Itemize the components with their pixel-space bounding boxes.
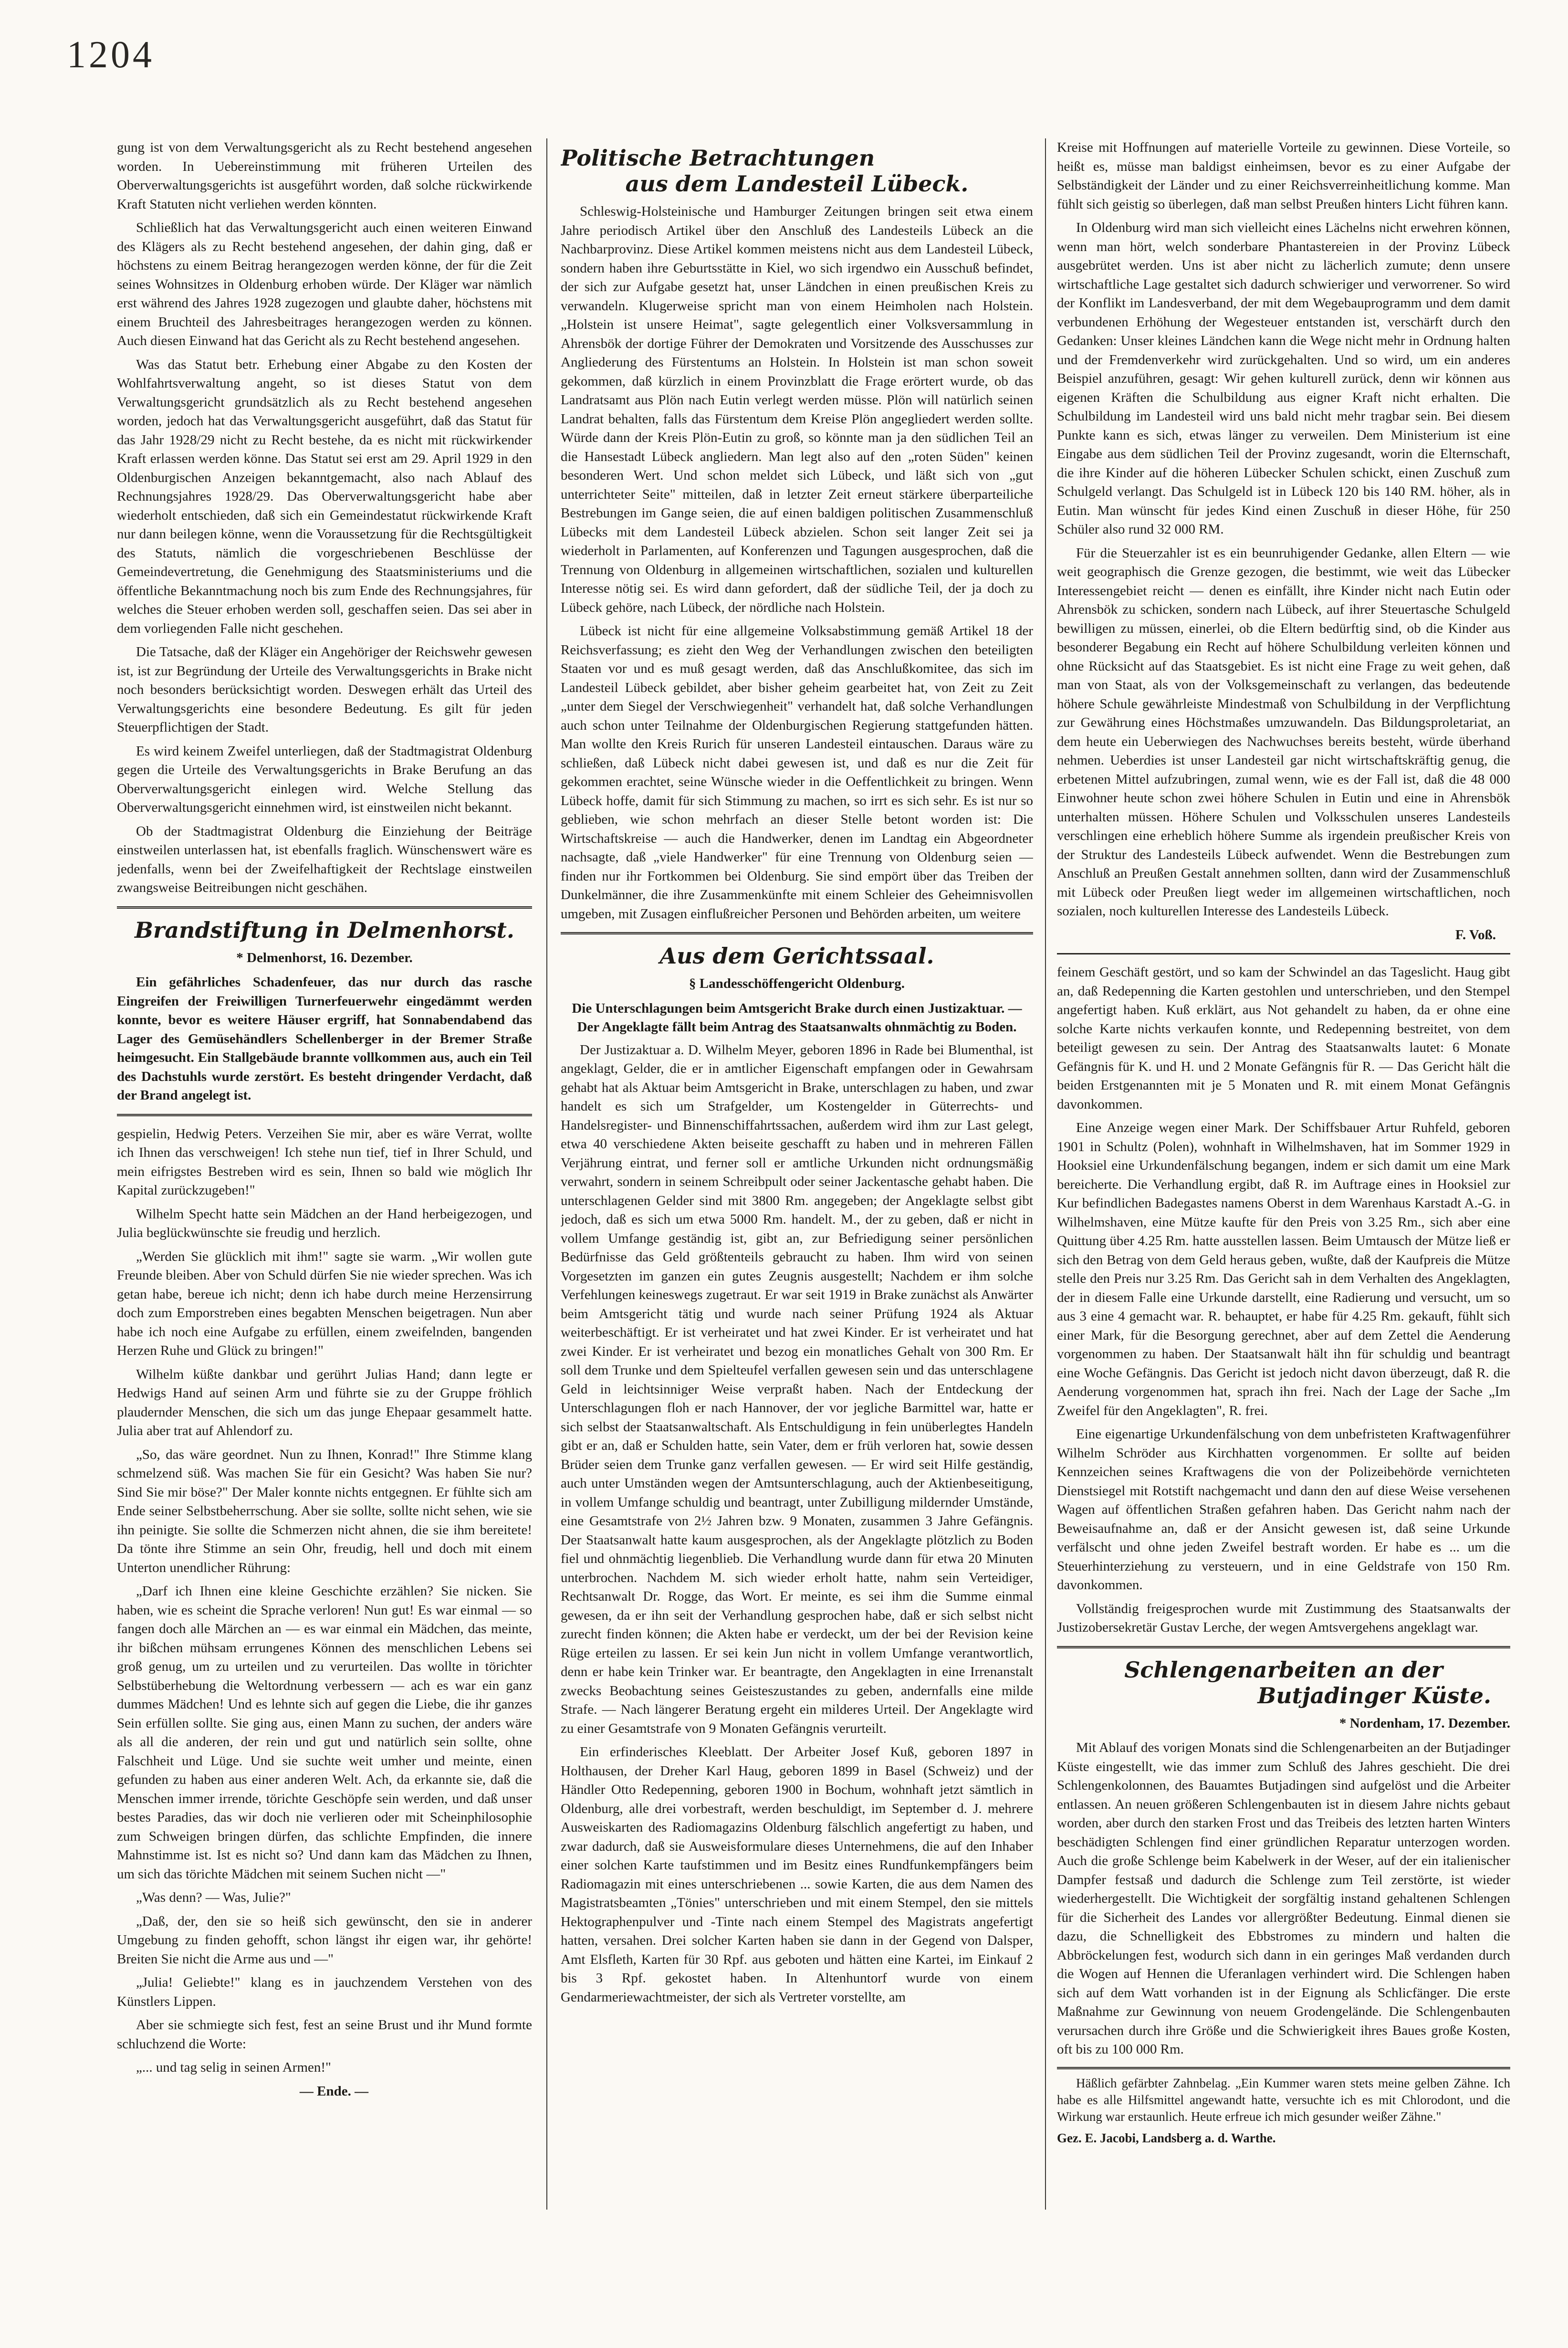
story-paragraph: „Julia! Geliebte!" klang es in jauchzendem Verstehen von des Künstlers Lippen. [117,1975,532,2009]
article-paragraph: Mit Ablauf des vorigen Monats sind die Schlengenarbeiten an der Butjadinger Küste eingestellt, wie das immer zum Schluß des Jahres geschieht. Die drei Schlengenkolonnen, des Bauamtes Butjadingen sind aufgelöst und die Arbeiter entlassen. An neuen größeren Schlengenbauten ist in diesem Jahre nichts gebaut worden, aber durch den starken Frost und das Treibeis des letzten harten Winters beschädigten Schlengen find einer gründlichen Reparatur unterzogen worden. Auch die große Schlenge beim Kabelwerk in der Weser, auf der ein italienischer Dampfer festsaß und dadurch die Schlenge zum Teil zerstörte, ist wieder wiederhergestellt. Die Wichtigkeit der sorgfältig instand gehaltenen Schlengen für die Sicherheit des Landes vor allergrößter Bedeutung. Einmal dienen sie dazu, die Schnelligkeit des Ebbstromes zu mindern und halten die Abbröckelungen fest, wodurch sich dann in ein geringes Maß verdanden durch die Wogen auf Hennen die Uferanlagen verhindert wird. Die Schlengen haben sich auf dem Watt vorhanden ist in der Eignung als Schlicfänger. Die erste Maßnahme zur Gewinnung von neuem Grodengelände. Die Schlengenbauten verursachen durch ihre Größe und die Schwierigkeit ihres Baues große Kosten, oft bis zu 100 000 Rm. [1057,1740,1510,2057]
story-paragraph: Wilhelm Specht hatte sein Mädchen an der Hand herbeigezogen, und Julia beglückwünschte sie freudig und herzlich. [117,1206,532,1240]
article-paragraph: Es wird keinem Zweifel unterliegen, daß der Stadtmagistrat Oldenburg gegen die Urteile des Verwaltungsgerichts in Brake Berufung an das Oberverwaltungsgericht einlegen wird. Welche Stellung das Oberverwaltungsgericht einnehmen wird, ist einstweilen nicht bekannt. [117,743,532,815]
page-number: 1204 [67,34,155,76]
section-divider [561,932,1033,934]
article-paragraph: Ob der Stadtmagistrat Oldenburg die Einziehung der Beiträge einstweilen unterlassen hat, ist ebenfalls fraglich. Wünschenswert wäre es jedenfalls, wenn bei der Zweifelhaftigkeit der Rechtslage einstweilen zwangsweise Beitreibungen nicht geschähen. [117,823,532,895]
article-paragraph: Die Tatsache, daß der Kläger ein Angehöriger der Reichswehr gewesen ist, ist zur Begründung der Urteile des Verwaltungsgerichts in Brake nicht noch besonders berücksichtigt worden. Deswegen erhält das Urteil des Verwaltungsgerichts eine besondere Bedeutung. Es gilt für jeden Steuerpflichtigen der Stadt. [117,644,532,735]
story-paragraph: Aber sie schmiegte sich fest, fest an seine Brust und ihr Mund formte schluchzend die Worte: [117,2017,532,2052]
story-paragraph: Wilhelm küßte dankbar und gerührt Julias Hand; dann legte er Hedwigs Hand auf seinen Arm und führte sie zu der Gruppe fröhlich plaudernder Menschen, die sich um das junge Ehepaar gesammelt hatte. Julia aber trat auf Ahlendorf zu. [117,1366,532,1438]
article-paragraph: Lübeck ist nicht für eine allgemeine Volksabstimmung gemäß Artikel 18 der Reichsverfassung; es zieht den Weg der Verhandlungen zwischen den beteiligten Staaten vor und es muß gesagt werden, daß das Anschlußkomitee, das sich im Landesteil Lübeck gebildet, aber bisher geheim gearbeitet hat, von Zeit zu Zeit „unter dem Siegel der Verschwiegenheit" verhandelt hat, daß solche Verhandlungen auch schon unter Teilnahme der Oldenburgischen Regierung stattgefunden hätten. Man wollte den Kreis Rurich für unseren Landesteil eintauschen. Daraus wäre zu schließen, daß Lübeck nicht dabei gewesen ist, und daß es nur die Zeit für gekommen erachtet, seine Wünsche wieder in die Oeffentlichkeit zu bringen. Wenn Lübeck hoffe, damit für sich Stimmung zu machen, so irrt es sich sehr. Es ist nur so geblieben, wie schon mehrfach an dieser Stelle betont worden ist: Die Wirtschaftskreise — auch die Handwerker, denen im Landtag ein Abgeordneter nachsagte, daß „viele Handwerker" für eine Trennung von Oldenburg seien — finden nur ihr Fortkommen bei Oldenburg. Sie sind empört über das Treiben der Dunkelmänner, die ihre Zusammenkünfte mit einem Schleier des Geheimnisvollen umgeben, mit Zusagen einflußreicher Personen und Behörden arbeiten, um weitere [561,623,1033,922]
story-paragraph: „Was denn? — Was, Julie?" [136,1890,291,1905]
article-paragraph: Ein erfinderisches Kleeblatt. Der Arbeiter Josef Kuß, geboren 1897 in Holthausen, der Dreher Karl Haug, geboren 1899 in Basel (Schweiz) und der Händler Otto Redepenning, geboren 1900 in Bochum, wohnhaft jetzt sämtlich in Oldenburg, alle drei vorbestraft, werden beschuldigt, im September d. J. mehrere Ausweiskarten des Radiomagazins Oldenburg fälschlich angefertigt zu haben, und zwar dadurch, daß sie Ausweisformulare dieses Unternehmens, die auf den Inhaber einer solchen Karte taufstimmen und im Besitz eines Rundfunkempfängers beim Radiomagazin mit eines unterschriebenen ... sowie Karten, die aus dem Namen des Magistratsbeamten „Tönies" unterschrieben und mit einem Stempel, den sie mittels Hektographenpulver und -Tinte nach einem Stempel des Magistrats angefertigt hatten, versahen. Drei solcher Karten haben sie dann in der Gegend von Dalsper, Amt Elsfleth, Karten für 30 Rpf. aus geboten und hätten eine Kartei, im Einkauf 2 bis 3 Rpf. gekostet haben. In Altenhuntorf wurde von einem Gendarmeriewachtmeister, der sich als Vertreter vorstellte, am [561,1744,1033,2005]
article-lead: Ein gefährliches Schadenfeuer, das nur durch das rasche Eingreifen der Freiwilligen Turnerfeuerwehr eingedämmt werden konnte, bevor es weitere Häuser ergriff, hat Sonnabendabend das Lager des Gemüsehändlers Schellenberger in der Bremer Straße heimgesucht. Ein Stallgebäude brannte vollkommen aus, auch ein Teil des Dachstuhls wurde zerstört. Es besteht dringender Verdacht, daß der Brand angelegt ist. [117,975,532,1103]
ad-signature: Gez. E. Jacobi, Landsberg a. d. Warthe. [1057,2130,1276,2145]
tax-ruling-article [117,138,532,898]
article-paragraph: In Oldenburg wird man sich vielleicht eines Lächelns nicht erwehren können, wenn man hört, welch sonderbare Phantastereien in der Provinz Lübeck ausgebrütet werden. Uns ist aber nicht zu lächerlich zumute; denn unsere wirtschaftliche Lage gestaltet sich dadurch schwieriger und verworrener. So wird der Konflikt im Landesverband, der mit dem Wegebauprogramm und dem damit verbundenen Erhöhung der Wegesteuer entstanden ist, verschärft durch den Gedanken: Unser kleines Ländchen kann die Wege nicht mehr in Ordnung halten und der Fremdenverkehr wird zurückgehalten. Und so wird, um ein anderes Beispiel anzuführen, gesagt: Wir gehen kulturell zurück, denn wir können aus eigenen Kräften die Schulbildung aus eigner Kraft nicht erhalten. Die Schulbildung im Landesteil wird uns bald nicht mehr tragbar sein. Bei diesem Punkte kann es sich, etwas länger zu verweilen. Dem Ministerium ist eine Eingabe aus dem südlichen Teil der Provinz zugesandt, worin die Elternschaft, die ihre Kinder auf die höheren Lübecker Schulen schickt, einen Zuschuß zum Schulgeld verlangt. Das Schulgeld ist in Lübeck 120 bis 140 RM. höher, als in Eutin. Man wünscht für jedes Kind einen Zuschuß in dieser Höhe, für 250 Schüler also rund 32 000 RM. [1057,220,1510,537]
politics-article [561,145,1033,923]
story-paragraph: „Darf ich Ihnen eine kleine Geschichte erzählen? Sie nicken. Sie haben, wie es scheint die Sprache verloren! Nun gut! Es war einmal — so fangen doch alle Märchen an — es war einmal ein Mädchen, das meinte, ihr bißchen mühsam errungenes Können des menschlichen Lebens sei groß genug, um zu urteilen und zu verurteilen. Das wollte in törichter Selbstüberhebung die Weltordnung verbessern — ach es war ein ganz dummes Mädchen! Und es lehnte sich auf gegen die Liebe, die ihr ganzes Sein erfüllen sollte. Sie ging aus, einen Mann zu suchen, der anders wäre als all die anderen, der rein und gut und natürlich sein sollte, ohne Falschheit und Lüge. Und sie suchte weit umher und meinte, einen gefunden zu haben aus einer anderen Welt. Ach, da erkannte sie, daß die Menschen immer irrende, törichte Geschöpfe sein werden, und daß unser bestes Paradies, das wir doch nie verlieren oder mit Scheinphilosophie zum Schweigen bringen dürfen, das schlichte Empfinden, die innere Mahnstimme ist. Ist es nicht so? Und dann kam das Mädchen zu Ihnen, um sich das törichte Mädchen mit seinem Suchen nicht —" [117,1583,532,1882]
article-paragraph: Schleswig-Holsteinische und Hamburger Zeitungen bringen seit etwa einem Jahre periodisch Artikel über den Anschluß des Landesteils Lübeck an die Nachbarprovinz. Diese Artikel kommen meistens nicht aus dem Landesteil Lübeck, sondern haben ihre Geburtsstätte in Kiel, wo sich irgendwo ein Ausschuß befindet, der sich zur Aufgabe gesetzt hat, unser Ländchen in einen preußischen Kreis zu verwandeln. Klugerweise spricht man von einem Heimholen nach Holstein. „Holstein ist unsere Heimat", sagte gelegentlich einer Volksversammlung in Ahrensbök der dortige Führer der Demokraten und Vorsitzende des Ausschusses zur Angliederung des Fürstentums an Holstein. In Holstein ist man schon soweit gekommen, daß kürzlich in einem Provinzblatt die Frage erörtert wurde, ob das Landratsamt aus Plön nach Eutin verlegt werden müsse. Plön will natürlich seinen Landrat behalten, falls das Fürstentum dem Kreise Plön angegliedert werden sollte. Würde dann der Kreis Plön-Eutin zu groß, so könnte man ja den südlichen Teil an die Hansestadt Lübeck angliedern. Man legt also auf den „roten Süden" keinen besonderen Wert. Und schon meldet sich Lübeck, und läßt sich von „gut unterrichteter Seite" mitteilen, daß in letzter Zeit erneut stärkere überparteiliche Bestrebungen im Gange seien, die auf einen baldigen politischen Zusammenschluß Lübecks mit dem Landesteil Lübeck abzielen. Schon seit langer Zeit sei ja wiederholt in Parlamenten, auf Konferenzen und Tagungen ausgesprochen, daß die Trennung von Oldenburg in allgemeinen wirtschaftlichen, sozialen und kulturellen Interesse nötig sei. Es wird dann gefordert, daß der südliche Teil, der ja doch zu Lübeck gehöre, nach Lübeck, der nördliche nach Holstein. [561,204,1033,615]
article-paragraph: Vollständig freigesprochen wurde mit Zustimmung des Staatsanwalts der Justizobersekretär Gustav Lerche, der wegen Amtsvergehens angeklagt war. [1057,1601,1510,1635]
story-end: — Ende. — [299,2083,369,2099]
section-divider [1057,953,1510,954]
fire-article [117,917,532,1105]
article-paragraph: Der Justizaktuar a. D. Wilhelm Meyer, geboren 1896 in Rade bei Blumenthal, ist angeklagt, Gelder, die er in amtlicher Eigenschaft empfangen oder in Gewahrsam gehabt hat als Aktuar beim Amtsgericht in Brake, unterschlagen zu haben, und zwar handelt es sich um Strafgelder, um Kostengelder in Güterrechts- und Handelsregister- und Binnenschiffahrtssachen, außerdem wird ihm zur Last gelegt, etwa 40 verschiedene Akten beiseite geschafft zu haben und in mehreren Fällen Verjährung eintrat, und ferner soll er amtliche Urkunden nicht ordnungsmäßig verwahrt, sondern in seinem Schreibpult oder seiner Jackentasche gehabt haben. Die unterschlagenen Gelder sind mit 3800 Rm. angegeben; der Angeklagte selbst gibt jedoch, daß es sich um etwa 5000 Rm. handelt. M., der zu geben, daß er nicht in vollem Umfange geständig ist, gibt an, zur Befriedigung seiner persönlichen Bedürfnisse das Geld größtenteils gebraucht zu haben. Ihm wird von seinen Vorgesetzten im ganzen ein gutes Zeugnis ausgestellt; Nachdem er ihm solche Verfehlungen keineswegs zugetraut. Er war seit 1919 in Brake zunächst als Anwärter beim Amtsgericht tätig und wurde nach seiner Prüfung 1924 als Aktuar weiterbeschäftigt. Er ist verheiratet und hat zwei Kinder. Er ist verheiratet und hat zwei Kinder. Er ist verheiratet und bezog ein monatliches Gehalt von 300 Rm. Er soll dem Trunke und dem Spielteufel verfallen gewesen sein und das unterschlagene Geld in leichtsinniger Weise verpraßt haben. Nach der Entdeckung der Unterschlagungen floh er nach Hannover, der vor jegliche Barmittel war, hatte er sich selbst der Staatsanwaltschaft. Als Entschuldigung in fein unüberlegtes Handeln gibt er an, daß er Schulden hatte, sein Vater, dem er früh verloren hat, sowie dessen Brüder seien dem Trunke ganz verfallen gewesen. — Er wird seit Hilfe geständig, auch unter Umständen wegen der Amtsunterschlagung, auch der Aktienbeseitigung, in vollem Umfange schuldig und beantragt, unter Zubilligung mildernder Umstände, eine Gesamtstrafe von 2½ Jahren bzw. 9 Monaten, zusammen 3 Jahre Gefängnis. Der Staatsanwalt hatte kaum ausgesprochen, als der Angeklagte plötzlich zu Boden fiel und ohnmächtig liegenblieb. Die Verhandlung wurde dann für etwa 20 Minuten unterbrochen. Nachdem M. sich wieder erholt hatte, nahm sein Verteidiger, Rechtsanwalt Dr. Rogge, das Wort. Er meinte, es sei ihm die Summe einmal gewesen, da er ihn seit der Verhandlung gesprochen habe, daß er sich selbst nicht zurecht finden können; die Akten habe er verdeckt, um der bei der Revision keine Rüge erteilen zu lassen. Er sei kein Jun nicht in vollem Umfange verantwortlich, denn er habe kein Trinker war. Er beantragte, den Angeklagten in eine Irrenanstalt zwecks Beobachtung seines Geisteszustandes zu geben, andernfalls eine milde Strafe. — Nach längerer Beratung ergeht ein milderes Urteil. Der Angeklagte wird zu einer Gesamtstrafe von 9 Monaten Gefängnis verurteilt. [561,1042,1033,1736]
court-name: § Landesschöffengericht Oldenburg. [689,976,905,991]
article-paragraph: Eine Anzeige wegen einer Mark. Der Schiffsbauer Artur Ruhfeld, geboren 1901 in Schultz (Polen), wohnhaft in Wilhelmshaven, hat im Sommer 1929 in Hooksiel eine Urkundenfälschung begangen, indem er sich damit um eine Mark bereicherte. Die Verhandlung ergibt, daß R. im Auftrage eines in Hooksiel zur Kur befindlichen Badegastes namens Oberst in dem Warenhaus Karstadt A.-G. in Wilhelmshaven, eine Mütze kaufte für den Preis von 3.25 Rm., sich aber eine Quittung über 4.25 Rm. hatte ausstellen lassen. Beim Umtausch der Mütze ließ er sich den Betrag von dem Geld heraus geben, wußte, daß der Kaufpreis die Mütze stelle den Preis nur 3.25 Rm. Das Gericht sah in dem Verhalten des Angeklagten, der in diesem Falle eine Urkunde darstellt, eine Radierung und versucht, um so aus 3 eine 4 gemacht war. R. behauptet, er habe für 4.25 Rm. gekauft, fühlt sich einer Mark, für die Besorgung gerechnet, aber auf dem Zettel die Aenderung vorgenommen zu haben. Der Staatsanwalt hält ihn für schuldig und beantragt eine Woche Gefängnis. Das Gericht ist jedoch nicht davon überzeugt, daß R. die Aenderung vorgenommen hat, sprach ihn frei. Nach der Lage der Sache „Im Zweifel für den Angeklagten", R. frei. [1057,1120,1510,1418]
column-left [117,138,532,2210]
column-separator [1045,138,1046,2210]
article-paragraph: Schließlich hat das Verwaltungsgericht auch einen weiteren Einwand des Klägers als zu Recht bestehend angesehen, der dahin ging, daß er höchstens zu einem Beitrag herangezogen werden könne, der für die Zeit seines Wohnsitzes in Oldenburg erhoben würde. Der Kläger war nämlich erst während des Jahres 1928 zugezogen und glaubte daher, höchstens mit einem Bruchteil des Jahresbeitrages herangezogen werden zu können. Auch diesen Einwand hat das Gericht als zu Recht bestehend angesehen. [117,220,532,348]
article-dateline: * Delmenhorst, 16. Dezember. [236,950,413,965]
toothpaste-advertisement [1057,2067,1510,2147]
article-headline: Brandstiftung in Delmenhorst. [135,917,514,943]
court-article-continued [1057,963,1510,1637]
story-paragraph: „Werden Sie glücklich mit ihm!" sagte sie warm. „Wir wollen gute Freunde bleiben. Aber von Schuld dürfen Sie nie wieder sprechen. Was ich getan habe, bereue ich nicht; denn ich habe durch meine Herzensirrung doch zum Emporstreben eines begabten Menschen beigetragen. Nun aber habe ich noch eine Aufgabe zu erfüllen, einem zweifelnden, bangenden Herzen Ruhe und Glück zu bringen!" [117,1248,532,1358]
story-paragraph: gespielin, Hedwig Peters. Verzeihen Sie mir, aber es wäre Verrat, wollte ich Ihnen das verschweigen! Ich stehe nun tief, tief in Ihrer Schuld, und mein eifrigstes Bestreben wird es sein, Ihnen so bald wie möglich Ihr Kapital zurückzugeben!" [117,1126,532,1198]
column-middle [561,138,1033,2210]
coastal-works-article [1057,1657,1510,2059]
story-paragraph: „So, das wäre geordnet. Nun zu Ihnen, Konrad!" Ihre Stimme klang schmelzend süß. Was machen Sie für ein Gesicht? Was haben Sie nur? Sind Sie mir böse?" Der Maler konnte nichts entgegnen. Er fühlte sich am Ende seiner Selbstbeherrschung. Aber sie sollte, sollte nicht sehen, wie sie ihn peinigte. Sie sollte die Schmerzen nicht ahnen, die sie ihm bereitete! Da tönte ihre Stimme an sein Ohr, freudig, hell und doch mit einem Unterton unendlicher Rührung: [117,1447,532,1575]
article-headline: Politische Betrachtungen [561,145,875,171]
article-headline-line2: Butjadinger Küste. [1257,1682,1491,1709]
court-article [561,943,1033,2007]
column-right [1057,138,1510,2210]
column-separator [546,138,547,2210]
serial-story [117,1125,532,2101]
article-headline-line2: aus dem Landesteil Lübeck. [625,171,969,197]
article-headline: Schlengenarbeiten an der [1124,1656,1443,1683]
article-paragraph: feinem Geschäft gestört, und so kam der Schwindel an das Tageslicht. Haug gibt an, daß Redepenning die Karten gestohlen und unterschrieben, und den Stempel angefertigt haben. Kuß erklärt, aus Not gehandelt zu haben, da er ohne eine solche Karte nichts verkaufen konnte, und Redepenning bestreitet, von dem beteiligt gewesen zu sein. Der Antrag des Staatsanwalts lautet: 6 Monate Gefängnis für K. und H. und 2 Monate Gefängnis für R. — Das Gericht hält die beiden Erstgenannten mit je 5 Monaten und R. mit einem Monat Gefängnis davonkommen. [1057,964,1510,1112]
article-dateline: * Nordenham, 17. Dezember. [1339,1715,1510,1731]
article-paragraph: Kreise mit Hoffnungen auf materielle Vorteile zu gewinnen. Diese Vorteile, so heißt es, müsse man baldigst einheimsen, bevor es zu einer Aufgabe der Selbständigkeit der Länder und zu einer Reichsverreinheitlichung komme. Man fühlt sich geistig so überlegen, daß man selbst Preußen hinters Licht führen kann. [1057,140,1510,212]
article-headline: Aus dem Gerichtssaal. [659,943,934,969]
section-divider [117,1114,532,1116]
article-paragraph: Eine eigenartige Urkundenfälschung von dem unbefristeten Kraftwagenführer Wilhelm Schröder aus Kirchhatten vorgenommen. Er sollte auf beiden Kennzeichen seines Kraftwagens die von der Polizeibehörde vernichteten Dienstsiegel mit Rotstift nachgemacht und dann den auf diese Weise versehenen Wagen auf öffentlichen Straßen gefahren haben. Das Gericht nahm nach der Beweisaufnahme an, daß er der Ansicht gewesen ist, daß seine Urkunde verfälscht und ohne jeden Zweifel bestraft worden. Er habe es ... um die Steuerhinterziehung zu versteuern, und in eine Geldstrafe von 150 Rm. davonkommen. [1057,1426,1510,1593]
story-paragraph: „Daß, der, den sie so heiß sich gewünscht, den sie in anderer Umgebung zu finden gehofft, schon längst ihr eigen war, ihr gehörte! Breiten Sie nicht die Arme aus und —" [117,1913,532,1967]
politics-article-continued [1057,138,1510,944]
article-paragraph: gung ist von dem Verwaltungsgericht als zu Recht bestehend angesehen worden. In Uebereinstimmung mit früheren Urteilen des Oberverwaltungsgerichts ist ausgeführt worden, daß solche rückwirkende Kraft Statuten nicht verliehen werden könnten. [117,140,532,212]
section-divider [1057,1646,1510,1648]
article-paragraph: Für die Steuerzahler ist es ein beunruhigender Gedanke, allen Eltern — wie weit geographisch die Grenze gezogen, die bestimmt, wie weit das Lübecker Interessengebiet reicht — denen es einfällt, ihre Kinder nicht nach Eutin oder Ahrensbök zu schicken, sondern nach Lübeck, auf ihrer Steuertasche Schulgeld bewilligen zu müssen, einerlei, ob die Eltern bedürftig sind, ob die Kinder aus besonderer Begabung ein Recht auf höhere Schulbildung verleiten können und ohne Rücksicht auf das Staatsgebiet. Es ist nicht eine Frage zu weit gehen, daß man von Staat, als von der Volksgemeinschaft zu verlangen, das bedeutende höhere Schule gewährleiste Mindestmaß von Schulbildung in der Verpflichtung zur Gewährung eines Höchstmaßes umzuwandeln. Das Bildungsproletariat, an dem heute ein Ueberwiegen des Nachwuchses bereits besteht, würde überhand nehmen. Ueberdies ist unser Landesteil gar nicht wirtschaftskräftig genug, die erbetenen Mittel aufzubringen, zumal wenn, wie es der Fall ist, daß die 48 000 Einwohner heute schon zwei höhere Schulen in Eutin und eine in Ahrensbök unterhalten müssen. Höhere Schulen und Volksschulen unseres Landesteils verschlingen eine erheblich höhere Summe als irgendein preußischer Kreis von der Struktur des Landesteils Lübeck aufwendet. Wenn die Bestrebungen zum Anschluß an Preußen Gestalt annehmen sollten, dann wird der Zusammenschluß mit Lübeck oder Preußen liegt weder im allgemeinen wirtschaftlichen, noch sozialen, noch kulturellen Interesse des Landesteils Lübeck. [1057,545,1510,919]
section-divider [117,906,532,909]
article-paragraph: Was das Statut betr. Erhebung einer Abgabe zu den Kosten der Wohlfahrtsverwaltung angeht, so ist dieses Statut von dem Verwaltungsgericht grundsätzlich als zu Recht bestehend angesehen worden, jedoch hat das Verwaltungsgericht ausgeführt, daß das Statut für das Jahr 1928/29 nicht zu Recht bestehe, da es nicht mit rückwirkender Kraft erlassen werden könne. Das Statut sei erst am 29. April 1929 in den Oldenburgischen Anzeigen bekanntgemacht, also nach Ablauf des Rechnungsjahres 1928/29. Das Oberverwaltungsgericht habe aber wiederholt entschieden, daß sich ein Gemeindestatut rückwirkende Kraft nur dann beilegen könne, wenn die Voraussetzung für die Rechtsgültigkeit des Statuts, nämlich die vorgeschriebenen Beschlüsse der Gemeindevertretung, die Genehmigung des Staatsministeriums und die öffentliche Bekanntmachung noch bis zum Ende des Rechnungsjahres, für welches die Steuer erhoben werden soll, geschaffen seien. Das sei aber in dem vorliegenden Falle nicht geschehen. [117,356,532,636]
author-signature: F. Voß. [1455,927,1496,943]
article-subheadline: Die Unterschlagungen beim Amtsgericht Brake durch einen Justizaktuar. — Der Angeklagte fällt beim Antrag des Staatsanwalts ohnmächtig zu Boden. [572,1000,1022,1035]
story-paragraph: „... und tag selig in seinen Armen!" [136,2060,331,2075]
ad-text: Häßlich gefärbter Zahnbelag. „Ein Kummer waren stets meine gelben Zähne. Ich habe es alle Hilfsmittel angewandt hatte, versuchte ich es mit Chlorodont, und die Wirkung war erstaunlich. Heute erfreue ich mich gesunder weißer Zähne." [1057,2075,1510,2124]
